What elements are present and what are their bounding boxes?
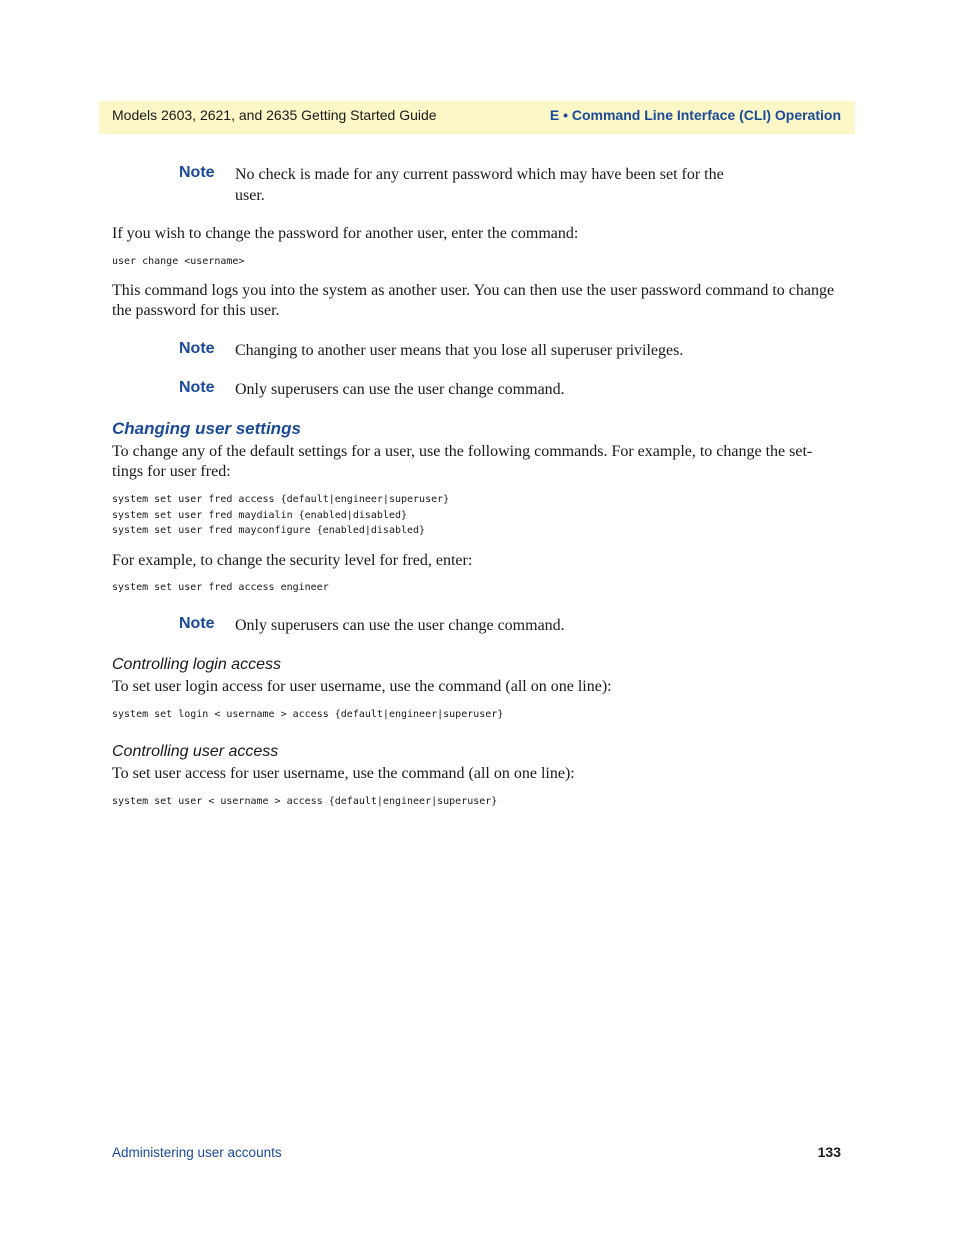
paragraph: To set user login access for user username, use the command (all on one line): — [112, 678, 612, 695]
note-label: Note — [179, 340, 215, 357]
note-label: Note — [179, 164, 215, 181]
running-header — [99, 101, 855, 134]
paragraph: To set user access for user username, use the command (all on one line): — [112, 765, 575, 782]
code-line: system set user fred access {default|engineer|superuser} — [112, 494, 450, 505]
footer-section-title: Administering user accounts — [112, 1145, 282, 1160]
header-guide-title: Models 2603, 2621, and 2635 Getting Started Guide — [112, 107, 437, 123]
paragraph: This command logs you into the system as another user. You can then use the user password command to change the password for this user. — [112, 282, 835, 319]
header-chapter-title: E • Command Line Interface (CLI) Operation — [549, 107, 841, 123]
paragraph: If you wish to change the password for another user, enter the command: — [112, 225, 579, 242]
paragraph: For example, to change the security level for fred, enter: — [112, 552, 473, 569]
code-line: system set login < username > access {default|engineer|superuser} — [112, 709, 504, 720]
code-line: system set user fred access engineer — [112, 582, 329, 593]
page-number: 133 — [817, 1144, 841, 1160]
note-label: Note — [179, 379, 215, 396]
subsection-heading: Controlling login access — [112, 656, 281, 673]
subsection-heading: Controlling user access — [112, 743, 279, 760]
code-line: system set user < username > access {default|engineer|superuser} — [112, 796, 498, 807]
code-line: user change <username> — [112, 256, 245, 267]
note-text: Changing to another user means that you lose all superuser privileges. — [235, 342, 684, 359]
note-text: Only superusers can use the user change command. — [235, 617, 565, 634]
code-line: system set user fred mayconfigure {enabled|disabled} — [112, 525, 426, 536]
note-text: Only superusers can use the user change command. — [235, 381, 565, 398]
note-label: Note — [179, 615, 215, 632]
paragraph: To change any of the default settings for a user, use the following commands. For example, to change the set-tings for user fred: — [112, 443, 813, 480]
section-heading: Changing user settings — [112, 419, 301, 438]
code-line: system set user fred maydialin {enabled|disabled} — [112, 509, 408, 521]
note-text: No check is made for any current password which may have been set for the user. — [235, 166, 724, 204]
